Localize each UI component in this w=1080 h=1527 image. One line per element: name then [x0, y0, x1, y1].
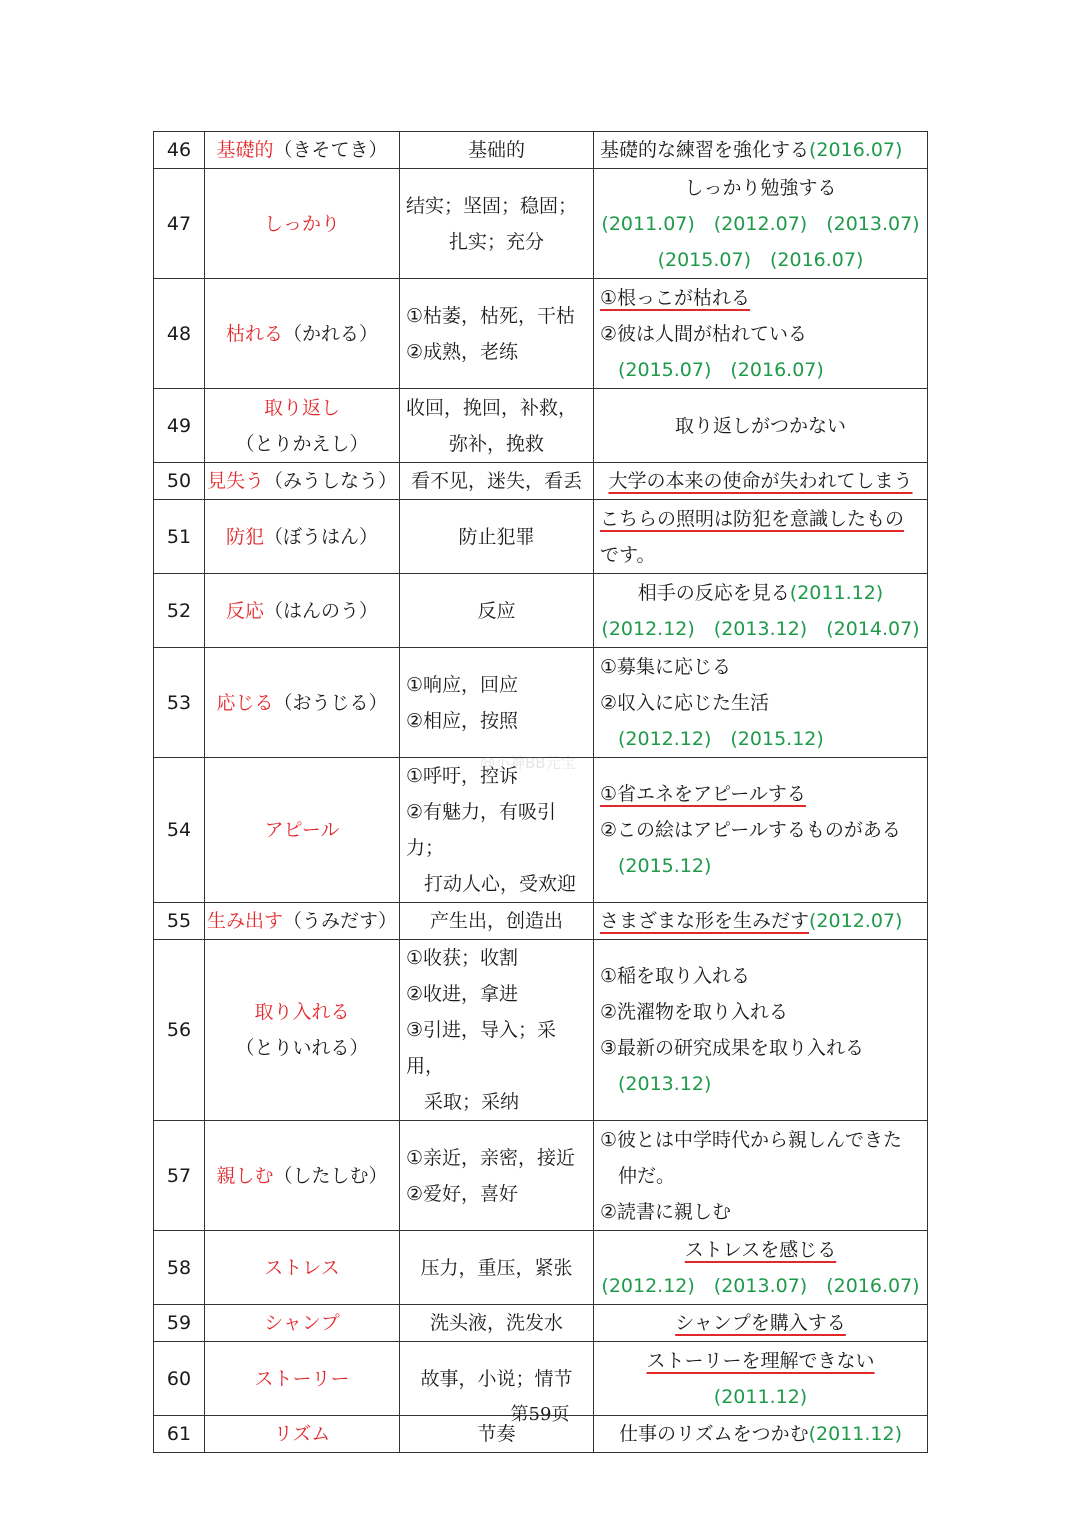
- exam-year: (2015.12): [618, 855, 712, 877]
- word: 防犯: [225, 525, 264, 548]
- row-number: 56: [154, 940, 205, 1121]
- exam-year: (2012.12) (2013.12) (2014.07): [601, 617, 920, 640]
- example-cell: [594, 279, 928, 389]
- meaning: ①亲近，亲密，接近: [406, 1146, 576, 1169]
- meaning-cell: [400, 758, 594, 903]
- word-cell: [205, 648, 400, 758]
- meaning-cell: [400, 648, 594, 758]
- reading: （したしむ）: [273, 1164, 388, 1187]
- row-number: 50: [154, 463, 205, 500]
- exam-year: (2011.12): [713, 1385, 808, 1408]
- exam-year: (2012.07): [809, 910, 903, 932]
- meaning: 防止犯罪: [458, 525, 535, 548]
- meaning-cell: [400, 463, 594, 500]
- word-cell: [205, 463, 400, 500]
- meaning: 洗头液，洗发水: [429, 1312, 563, 1334]
- example-cell: [594, 1121, 928, 1231]
- meaning: 结实；坚固；稳固；: [406, 194, 578, 217]
- row-number: 46: [154, 132, 205, 169]
- word: アピール: [264, 819, 340, 841]
- word: 親しむ: [216, 1164, 274, 1187]
- example: ②この絵はアピールするものがある: [600, 819, 901, 841]
- word-cell: [205, 279, 400, 389]
- table-row: [154, 903, 928, 940]
- example-cell: [594, 500, 928, 574]
- exam-year: (2012.12) (2015.12): [618, 727, 824, 750]
- word-cell: [205, 500, 400, 574]
- exam-year: (2011.12): [808, 1423, 903, 1445]
- word: 応じる: [216, 691, 274, 714]
- example: です。: [600, 543, 656, 566]
- meaning: 扎实；充分: [448, 230, 544, 253]
- reading: （きそてき）: [273, 139, 388, 161]
- reading: （かれる）: [283, 322, 379, 345]
- table-row: [154, 574, 928, 648]
- example-cell: [594, 1305, 928, 1342]
- meaning: 采取；采纳: [424, 1091, 520, 1113]
- example-cell: [594, 903, 928, 940]
- row-number: 61: [154, 1416, 205, 1453]
- example: 基礎的な練習を強化する: [600, 139, 810, 161]
- word: 取り入れる: [254, 1001, 350, 1023]
- meaning: ②有魅力，有吸引力；: [406, 801, 557, 859]
- example: しっかり勉強する: [684, 176, 837, 199]
- page-number: 第59页: [510, 1404, 570, 1425]
- example-cell: [594, 574, 928, 648]
- word-cell: [205, 1121, 400, 1231]
- exam-year: (2012.12) (2013.07) (2016.07): [601, 1274, 920, 1297]
- meaning: 基础的: [467, 139, 525, 161]
- row-number: 52: [154, 574, 205, 648]
- meaning: 产生出，创造出: [429, 910, 563, 932]
- example-cell: [594, 758, 928, 903]
- row-number: 53: [154, 648, 205, 758]
- example: ①募集に応じる: [600, 655, 732, 678]
- meaning: 压力，重压，紧张: [420, 1256, 573, 1279]
- meaning: ②收进，拿进: [406, 983, 519, 1005]
- example: ストレスを感じる: [684, 1238, 837, 1261]
- word: ストレス: [264, 1256, 340, 1279]
- word-cell: [205, 903, 400, 940]
- word-cell: [205, 574, 400, 648]
- word: 見失う: [207, 470, 265, 492]
- row-number: 54: [154, 758, 205, 903]
- example: ①彼とは中学時代から親しんできた: [600, 1128, 903, 1151]
- example: ②洗濯物を取り入れる: [600, 1001, 789, 1023]
- word-cell: [205, 1305, 400, 1342]
- example: 仲だ。: [618, 1164, 676, 1187]
- row-number: 60: [154, 1342, 205, 1416]
- example: ①根っこが枯れる: [600, 286, 751, 309]
- meaning: 看不见，迷失，看丢: [410, 470, 582, 492]
- meaning-cell: [400, 1121, 594, 1231]
- meaning: 反应: [477, 599, 516, 622]
- word: 枯れる: [225, 322, 283, 345]
- exam-year: (2015.07) (2016.07): [657, 248, 864, 271]
- table-row: [154, 1121, 928, 1231]
- word-cell: [205, 132, 400, 169]
- meaning: ①响应，回应: [406, 673, 519, 696]
- exam-year: (2016.07): [809, 139, 903, 161]
- word: 生み出す: [207, 910, 284, 932]
- meaning-cell: [400, 574, 594, 648]
- example: 相手の反応を見る: [637, 581, 790, 604]
- example: ①省エネをアピールする: [600, 783, 806, 805]
- reading: （うみだす）: [283, 910, 398, 932]
- row-number: 58: [154, 1231, 205, 1305]
- meaning: 弥补，挽救: [448, 432, 544, 455]
- example: 仕事のリズムをつかむ: [618, 1423, 809, 1445]
- word-cell: [205, 169, 400, 279]
- vocabulary-table: [153, 131, 928, 1453]
- word: 基礎的: [216, 139, 274, 161]
- meaning-cell: [400, 940, 594, 1121]
- meaning: ①枯萎，枯死，干枯: [406, 304, 576, 327]
- row-number: 47: [154, 169, 205, 279]
- reading: （とりかえし）: [235, 432, 369, 455]
- table-row: [154, 132, 928, 169]
- meaning: ③引进，导入；采用，: [406, 1019, 557, 1077]
- meaning-cell: [400, 389, 594, 463]
- watermark: @小神BB元宝: [480, 754, 576, 772]
- reading: （とりいれる）: [235, 1037, 369, 1059]
- meaning-cell: [400, 132, 594, 169]
- reading: （はんのう）: [264, 599, 379, 622]
- example-cell: [594, 648, 928, 758]
- word: シャンプ: [264, 1312, 340, 1334]
- example-cell: [594, 389, 928, 463]
- word-cell: [205, 389, 400, 463]
- exam-year: (2013.12): [618, 1073, 712, 1095]
- meaning-cell: [400, 279, 594, 389]
- example-cell: [594, 132, 928, 169]
- row-number: 57: [154, 1121, 205, 1231]
- word: ストーリー: [254, 1367, 350, 1390]
- reading: （みうしなう）: [264, 470, 398, 492]
- example-cell: [594, 1231, 928, 1305]
- example: ①稲を取り入れる: [600, 965, 751, 987]
- example: ②読書に親しむ: [600, 1200, 732, 1223]
- meaning: 收回，挽回，补救，: [406, 396, 578, 419]
- example-cell: [594, 463, 928, 500]
- word: しっかり: [263, 212, 340, 235]
- table-row: [154, 940, 928, 1121]
- row-number: 49: [154, 389, 205, 463]
- meaning: ①呼吁，控诉: [406, 765, 519, 787]
- example: 取り返しがつかない: [674, 414, 846, 437]
- reading: （ぼうはん）: [264, 525, 379, 548]
- row-number: 59: [154, 1305, 205, 1342]
- meaning: 打动人心，受欢迎: [424, 873, 577, 895]
- meaning-cell: [400, 1305, 594, 1342]
- row-number: 51: [154, 500, 205, 574]
- meaning: ②成熟，老练: [406, 340, 519, 363]
- table-row: [154, 279, 928, 389]
- exam-year: (2011.07) (2012.07) (2013.07): [601, 212, 920, 235]
- table-row: [154, 648, 928, 758]
- exam-year: (2015.07) (2016.07): [618, 358, 824, 381]
- meaning-cell: [400, 1231, 594, 1305]
- meaning-cell: [400, 903, 594, 940]
- example: ②収入に応じた生活: [600, 691, 770, 714]
- table-row: [154, 389, 928, 463]
- table-row: [154, 500, 928, 574]
- row-number: 55: [154, 903, 205, 940]
- row-number: 48: [154, 279, 205, 389]
- word: 反応: [225, 599, 264, 622]
- example-cell: [594, 940, 928, 1121]
- table-row: [154, 1231, 928, 1305]
- table-row: [154, 758, 928, 903]
- word: 取り返し: [263, 396, 340, 419]
- example: ストーリーを理解できない: [646, 1349, 875, 1372]
- word: リズム: [273, 1423, 331, 1445]
- meaning-cell: [400, 500, 594, 574]
- table-row: [154, 463, 928, 500]
- word-cell: [205, 940, 400, 1121]
- exam-year: (2011.12): [789, 581, 884, 604]
- meaning-cell: [400, 169, 594, 279]
- example: ②彼は人間が枯れている: [600, 322, 808, 345]
- table-row: [154, 1305, 928, 1342]
- example: こちらの照明は防犯を意識したもの: [600, 507, 905, 530]
- meaning: 节奏: [477, 1423, 516, 1445]
- word-cell: [205, 1231, 400, 1305]
- reading: （おうじる）: [273, 691, 388, 714]
- example-cell: [594, 169, 928, 279]
- meaning: ②相应，按照: [406, 709, 519, 732]
- word-cell: [205, 758, 400, 903]
- table-row: [154, 169, 928, 279]
- meaning: ②爱好，喜好: [406, 1182, 519, 1205]
- example: さまざまな形を生みだす: [600, 910, 810, 932]
- meaning: 故事，小说；情节: [420, 1367, 573, 1390]
- meaning: ①收获；收割: [406, 947, 519, 969]
- example: 大学の本来の使命が失われてしまう: [608, 470, 913, 492]
- example: ③最新の研究成果を取り入れる: [600, 1037, 865, 1059]
- example: シャンプを購入する: [675, 1312, 846, 1334]
